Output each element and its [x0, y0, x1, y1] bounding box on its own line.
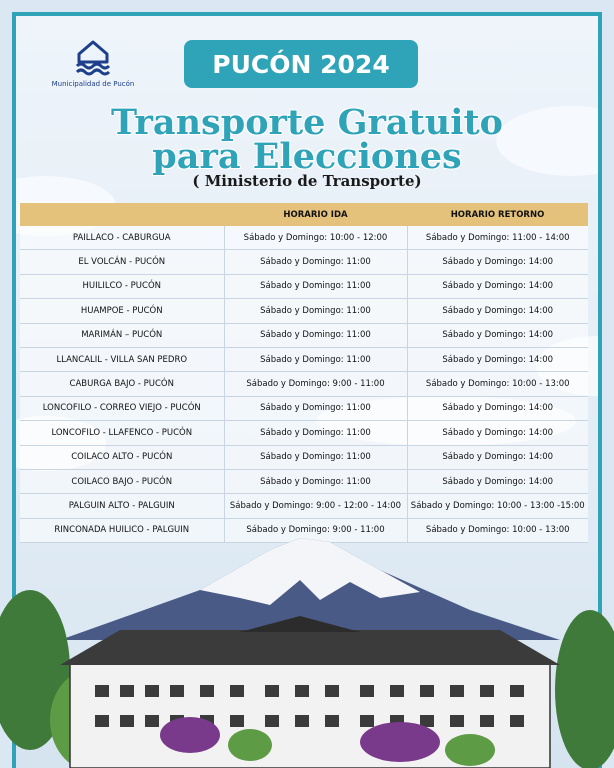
header-return: HORARIO RETORNO — [407, 203, 588, 226]
return-cell: Sábado y Domingo: 14:00 — [407, 347, 588, 371]
header-route — [20, 203, 224, 226]
route-cell: LONCOFILO - CORREO VIEJO - PUCÓN — [20, 396, 224, 420]
route-cell: CABURGA BAJO - PUCÓN — [20, 372, 224, 396]
route-cell: LONCOFILO - LLAFENCO - PUCÓN — [20, 421, 224, 445]
return-cell: Sábado y Domingo: 10:00 - 13:00 — [407, 372, 588, 396]
route-cell: EL VOLCÁN - PUCÓN — [20, 250, 224, 274]
table-row — [20, 421, 588, 445]
return-cell: Sábado y Domingo: 14:00 — [407, 445, 588, 469]
departure-cell: Sábado y Domingo: 11:00 — [224, 274, 407, 298]
departure-cell: Sábado y Domingo: 9:00 - 12:00 - 14:00 — [224, 494, 407, 518]
volcano-hotel-illustration — [0, 520, 614, 768]
route-cell: COILACO ALTO - PUCÓN — [20, 445, 224, 469]
return-cell: Sábado y Domingo: 14:00 — [407, 323, 588, 347]
departure-cell: Sábado y Domingo: 11:00 — [224, 347, 407, 371]
flower-bush-right — [360, 722, 440, 762]
table-row — [20, 372, 588, 396]
table-row — [20, 274, 588, 298]
departure-cell: Sábado y Domingo: 11:00 — [224, 396, 407, 420]
flower-bush-left — [160, 717, 220, 753]
route-cell: PAILLACO - CABURGUA — [20, 226, 224, 250]
table-row — [20, 299, 588, 323]
return-cell: Sábado y Domingo: 10:00 - 13:00 -15:00 — [407, 494, 588, 518]
route-cell: MARIMÁN – PUCÓN — [20, 323, 224, 347]
table-row — [20, 494, 588, 518]
page-title-line1: Transporte Gratuito — [110, 102, 504, 143]
route-cell: PALGUIN ALTO - PALGUIN — [20, 494, 224, 518]
table-header-row — [20, 203, 588, 226]
departure-cell: Sábado y Domingo: 10:00 - 12:00 — [224, 226, 407, 250]
tree-right — [555, 610, 614, 768]
departure-cell: Sábado y Domingo: 9:00 - 11:00 — [224, 518, 407, 542]
departure-cell: Sábado y Domingo: 11:00 — [224, 299, 407, 323]
route-cell: LLANCALIL - VILLA SAN PEDRO — [20, 347, 224, 371]
departure-cell: Sábado y Domingo: 11:00 — [224, 469, 407, 493]
route-cell: HUILILCO - PUCÓN — [20, 274, 224, 298]
logo-label: Municipalidad de Pucón — [51, 80, 135, 88]
table-row — [20, 323, 588, 347]
return-cell: Sábado y Domingo: 14:00 — [407, 250, 588, 274]
route-cell: RINCONADA HUILICO - PALGUIN — [20, 518, 224, 542]
return-cell: Sábado y Domingo: 14:00 — [407, 274, 588, 298]
return-cell: Sábado y Domingo: 11:00 - 14:00 — [407, 226, 588, 250]
table-row — [20, 469, 588, 493]
route-cell: COILACO BAJO - PUCÓN — [20, 469, 224, 493]
return-cell: Sábado y Domingo: 10:00 - 13:00 — [407, 518, 588, 542]
departure-cell: Sábado y Domingo: 11:00 — [224, 250, 407, 274]
departure-cell: Sábado y Domingo: 11:00 — [224, 445, 407, 469]
page-subtitle: ( Ministerio de Transporte) — [192, 172, 422, 190]
return-cell: Sábado y Domingo: 14:00 — [407, 396, 588, 420]
table-row — [20, 396, 588, 420]
table-row — [20, 226, 588, 250]
departure-cell: Sábado y Domingo: 11:00 — [224, 323, 407, 347]
table-row — [20, 250, 588, 274]
return-cell: Sábado y Domingo: 14:00 — [407, 299, 588, 323]
municipality-wave-icon — [73, 40, 113, 78]
return-cell: Sábado y Domingo: 14:00 — [407, 421, 588, 445]
page-title-line2: para Elecciones — [152, 136, 462, 177]
schedule-table — [20, 203, 588, 543]
table-row — [20, 347, 588, 371]
route-cell: HUAMPOE - PUCÓN — [20, 299, 224, 323]
header-departure: HORARIO IDA — [224, 203, 407, 226]
departure-cell: Sábado y Domingo: 11:00 — [224, 421, 407, 445]
hotel-roof — [60, 630, 560, 665]
return-cell: Sábado y Domingo: 14:00 — [407, 469, 588, 493]
municipality-logo — [38, 40, 148, 88]
departure-cell: Sábado y Domingo: 9:00 - 11:00 — [224, 372, 407, 396]
year-badge: PUCÓN 2024 — [184, 40, 418, 88]
table-row — [20, 445, 588, 469]
